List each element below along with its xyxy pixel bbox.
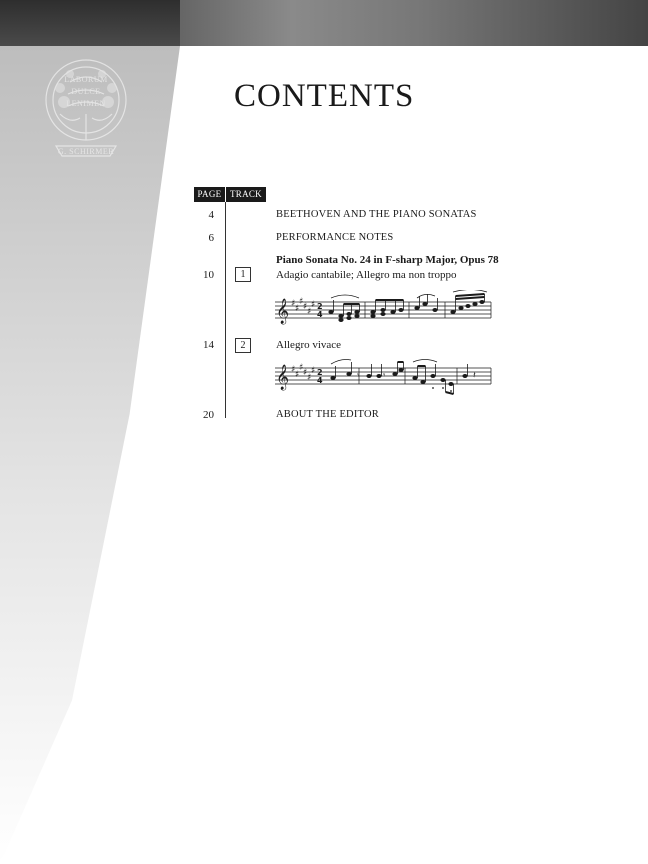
svg-text:♯: ♯ [307,373,312,383]
column-header-page: PAGE [194,187,225,202]
page-number: 20 [203,409,214,421]
toc-entry[interactable]: ABOUT THE EDITOR [276,409,379,420]
toc-entry[interactable]: BEETHOVEN AND THE PIANO SONATAS [276,209,477,220]
music-incipit-1 [275,290,495,330]
track-number-box[interactable]: 2 [235,338,251,353]
page-title: CONTENTS [234,78,415,114]
page-number: 6 [208,232,214,244]
svg-text:4: 4 [317,310,323,319]
svg-text:♯: ♯ [311,300,316,310]
svg-text:𝄞: 𝄞 [276,299,290,324]
top-banner-shade [0,0,180,46]
svg-text:2: 2 [317,368,323,377]
track-number-box[interactable]: 1 [235,267,251,282]
svg-text:𝄞: 𝄞 [276,365,290,390]
svg-text:♯: ♯ [299,297,304,307]
svg-text:𝄾: 𝄾 [383,371,386,381]
svg-text:𝄾: 𝄾 [357,371,360,381]
svg-text:♯: ♯ [295,304,300,314]
publisher-seal-logo [40,54,132,166]
movement-title[interactable]: Adagio cantabile; Allegro ma non troppo [276,269,457,281]
svg-text:♯: ♯ [303,368,308,378]
svg-text:2: 2 [317,302,323,311]
seal-footer: G. SCHIRMER [57,147,115,156]
svg-text:♯: ♯ [311,366,316,376]
svg-text:♯: ♯ [303,302,308,312]
work-heading: Piano Sonata No. 24 in F-sharp Major, Opus 78 [276,254,499,266]
seal-line-2: DULCE [71,87,101,96]
svg-text:♯: ♯ [291,365,296,375]
svg-text:4: 4 [317,376,323,385]
svg-text:♯: ♯ [295,370,300,380]
svg-text:♯: ♯ [307,307,312,317]
toc-entry[interactable]: PERFORMANCE NOTES [276,232,394,243]
column-header-track: TRACK [226,187,266,202]
page-number: 14 [203,339,214,351]
left-decorative-sweep [0,46,180,864]
page-number: 4 [208,209,214,221]
svg-text:♯: ♯ [291,299,296,309]
page-number: 10 [203,269,214,281]
svg-text:𝄽: 𝄽 [473,371,476,381]
seal-line-3: LENIMEN [66,99,106,108]
column-divider [225,202,226,418]
music-incipit-2 [275,358,495,398]
seal-line-1: LABORUM [64,75,108,84]
svg-text:♯: ♯ [299,363,304,373]
movement-title[interactable]: Allegro vivace [276,339,342,351]
